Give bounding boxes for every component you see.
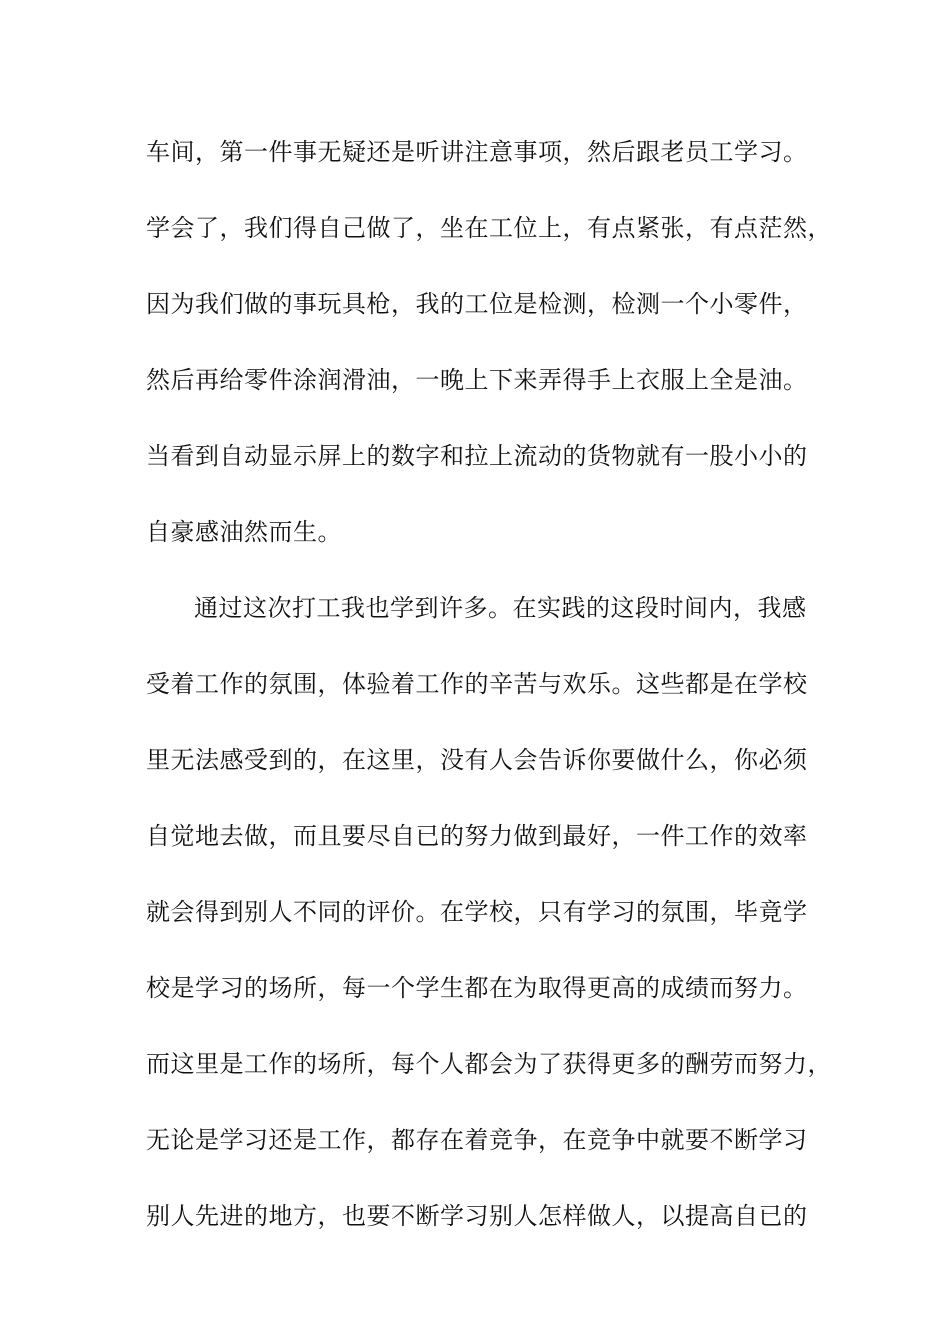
text-line: 自豪感油然而生。 [146,518,342,546]
text-line: 自觉地去做，而且要尽自已的努力做到最好，一件工作的效率 [146,822,808,850]
text-line: 别人先进的地方，也要不断学习别人怎样做人，以提高自已的 [146,1202,808,1230]
text-line: 里无法感受到的，在这里，没有人会告诉你要做什么，你必须 [146,746,808,774]
text-line: 然后再给零件涂润滑油，一晚上下来弄得手上衣服上全是油。 [146,366,808,394]
text-line: 就会得到别人不同的评价。在学校，只有学习的氛围，毕竟学 [146,898,808,926]
text-line: 校是学习的场所，每一个学生都在为取得更高的成绩而努力。 [146,974,808,1002]
text-line: 学会了，我们得自己做了，坐在工位上，有点紧张，有点茫然， [146,214,832,242]
text-line: 无论是学习还是工作，都存在着竞争，在竞争中就要不断学习 [146,1126,808,1154]
text-line: 因为我们做的事玩具枪，我的工位是检测，检测一个小零件， [146,290,808,318]
text-line: 受着工作的氛围，体验着工作的辛苦与欢乐。这些都是在学校 [146,670,808,698]
paragraph-start-line: 通过这次打工我也学到许多。在实践的这段时间内，我感 [194,594,807,622]
text-line: 而这里是工作的场所，每个人都会为了获得更多的酬劳而努力， [146,1050,832,1078]
body-text [146,128,836,1268]
text-line: 车间，第一件事无疑还是听讲注意事项，然后跟老员工学习。 [146,138,808,166]
text-line: 当看到自动显示屏上的数字和拉上流动的货物就有一股小小的 [146,442,808,470]
